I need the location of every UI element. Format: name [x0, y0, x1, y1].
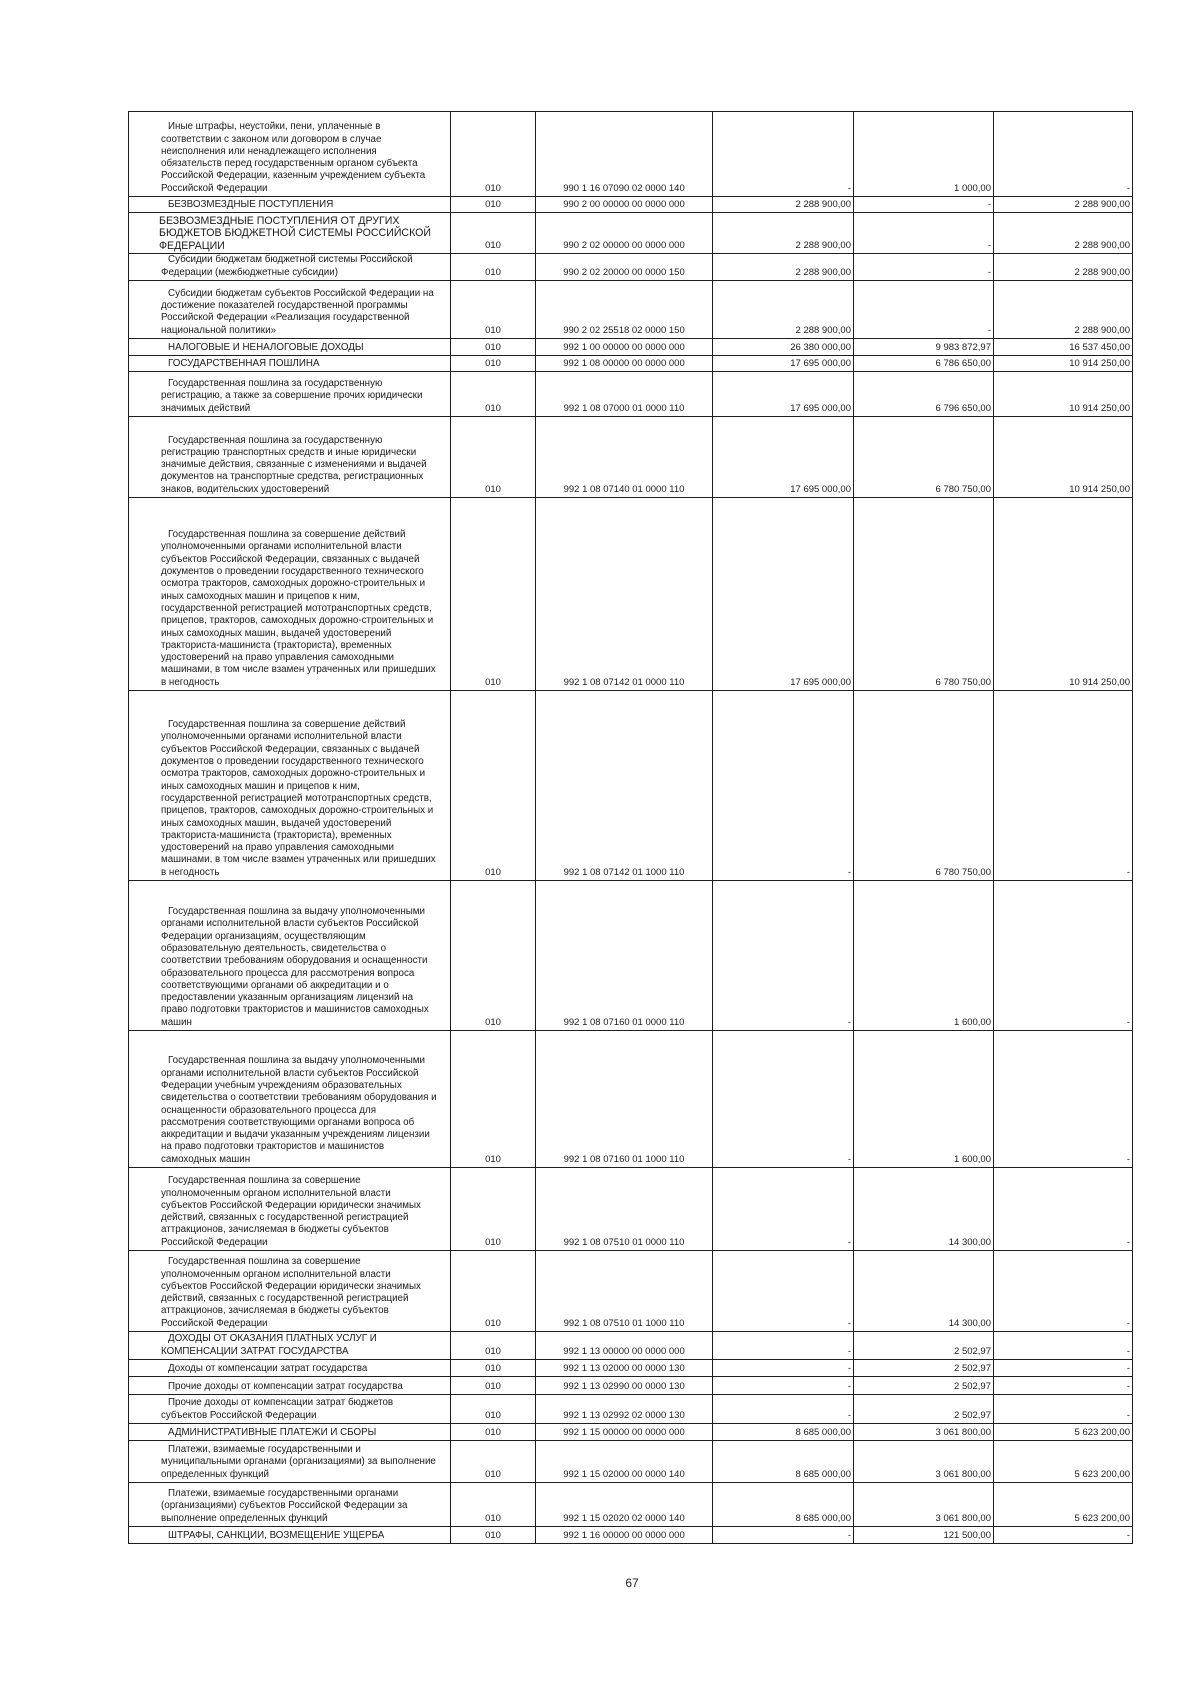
row-amount-remaining: - — [994, 1332, 1133, 1360]
row-name-line: Государственная пошлина за совершение — [168, 1175, 361, 1187]
row-name-line: НАЛОГОВЫЕ И НЕНАЛОГОВЫЕ ДОХОДЫ — [168, 341, 364, 353]
row-name-line: выполнение определенных функций — [161, 1512, 328, 1524]
row-amount-remaining: - — [994, 1031, 1133, 1168]
revenue-table — [128, 111, 1133, 1544]
row-name-line: БЕЗВОЗМЕЗДНЫЕ ПОСТУПЛЕНИЯ ОТ ДРУГИХ — [159, 214, 400, 227]
table-row — [129, 1251, 1133, 1332]
table-row — [129, 1424, 1133, 1441]
row-name-line: АДМИНИСТРАТИВНЫЕ ПЛАТЕЖИ И СБОРЫ — [168, 1426, 377, 1438]
row-name-line: уполномоченными органами исполнительной власти — [161, 541, 402, 553]
table-row — [129, 1031, 1133, 1168]
row-name-line: оснащенности образовательного процесса для — [161, 1104, 377, 1116]
row-amount-planned: 17 695 000,00 — [713, 498, 854, 691]
row-amount-executed: 3 061 800,00 — [854, 1424, 994, 1441]
row-amount-planned: - — [713, 1031, 854, 1168]
page-number: 67 — [625, 1576, 639, 1590]
row-line-code: 010 — [451, 691, 536, 881]
row-name-line: действий, связанных с государственной регистрацией — [161, 1293, 409, 1305]
row-name-line: органами исполнительной власти субъектов Российской — [161, 918, 419, 930]
row-name-line: (организациями) субъектов Российской Федерации за — [161, 1500, 408, 1512]
row-name-line: государственной регистрацией мототранспортных средств, — [161, 602, 432, 614]
row-name-line: Российской Федерации — [161, 1236, 268, 1248]
row-amount-planned: - — [713, 881, 854, 1031]
row-name-line: самоходных машин — [161, 1153, 251, 1165]
row-name-line: Платежи, взимаемые государственными и — [168, 1444, 361, 1456]
row-amount-executed: - — [854, 281, 994, 339]
row-name-line: документов о проведении государственного технического — [161, 566, 424, 578]
row-name-cell — [129, 417, 451, 498]
row-name-cell — [129, 1360, 451, 1377]
row-name-line: аккредитации и выдачи указанным учреждениям лицензии — [161, 1129, 430, 1141]
row-amount-planned: 8 685 000,00 — [713, 1483, 854, 1527]
row-name-line: ГОСУДАРСТВЕННАЯ ПОШЛИНА — [168, 357, 320, 369]
row-budget-code: 992 1 13 02990 00 0000 130 — [536, 1377, 713, 1395]
row-budget-code: 992 1 13 00000 00 0000 000 — [536, 1332, 713, 1360]
row-amount-executed: 2 502,97 — [854, 1377, 994, 1395]
row-amount-planned: 26 380 000,00 — [713, 339, 854, 356]
row-name-cell — [129, 1168, 451, 1251]
row-amount-executed: 1 000,00 — [854, 112, 994, 197]
row-line-code: 010 — [451, 417, 536, 498]
row-amount-planned: 2 288 900,00 — [713, 281, 854, 339]
row-amount-planned: - — [713, 1377, 854, 1395]
row-name-line: органами исполнительной власти субъектов Российской — [161, 1067, 419, 1079]
row-name-line: осмотра тракторов, самоходных дорожно-строительных и — [161, 768, 426, 780]
row-amount-remaining: 5 623 200,00 — [994, 1441, 1133, 1483]
row-budget-code: 992 1 15 02000 00 0000 140 — [536, 1441, 713, 1483]
row-name-line: Государственная пошлина за выдачу уполномоченными — [168, 1055, 425, 1067]
row-amount-remaining: - — [994, 1251, 1133, 1332]
row-name-line: Государственная пошлина за совершение — [168, 1256, 361, 1268]
row-amount-executed: 6 796 650,00 — [854, 372, 994, 417]
table-row — [129, 1395, 1133, 1424]
row-name-line: Субсидии бюджетам бюджетной системы Российской — [168, 254, 413, 266]
row-name-line: удостоверений на право управления самоходными — [161, 842, 395, 854]
table-row — [129, 1483, 1133, 1527]
row-name-cell — [129, 881, 451, 1031]
row-name-line: Государственная пошлина за совершение действий — [168, 719, 406, 731]
row-name-line: Государственная пошлина за выдачу уполномоченными — [168, 906, 425, 918]
row-amount-executed: - — [854, 254, 994, 281]
row-name-line: соответствии с законом или договором в случае — [161, 133, 382, 145]
row-amount-executed: 1 600,00 — [854, 881, 994, 1031]
row-name-line: БЮДЖЕТОВ БЮДЖЕТНОЙ СИСТЕМЫ РОССИЙСКОЙ — [159, 227, 431, 240]
row-amount-remaining: - — [994, 1527, 1133, 1544]
table-row — [129, 213, 1133, 254]
row-name-line: Российской Федерации «Реализация государственной — [161, 312, 410, 324]
row-amount-remaining: - — [994, 691, 1133, 881]
table-row — [129, 1360, 1133, 1377]
row-name-line: свидетельства о соответствии требованиям оборудования и — [161, 1092, 437, 1104]
row-name-line: удостоверений на право управления самоходными — [161, 652, 395, 664]
row-name-line: соответствующими органами об аккредитации и о — [161, 979, 389, 991]
table-row — [129, 339, 1133, 356]
row-name-line: ШТРАФЫ, САНКЦИИ, ВОЗМЕЩЕНИЕ УЩЕРБА — [168, 1529, 385, 1541]
row-name-line: субъектов Российской Федерации юридически значимых — [161, 1280, 421, 1292]
row-line-code: 010 — [451, 1395, 536, 1424]
row-amount-planned: 8 685 000,00 — [713, 1441, 854, 1483]
row-name-line: уполномоченным органом исполнительной власти — [161, 1268, 391, 1280]
table-row — [129, 417, 1133, 498]
row-amount-planned: - — [713, 1251, 854, 1332]
row-line-code: 010 — [451, 1527, 536, 1544]
row-name-line: регистрацию, а также за совершение прочих юридически — [161, 390, 423, 402]
row-name-line: прицепов, тракторов, самоходных дорожно-строительных и — [161, 615, 434, 627]
table-row — [129, 197, 1133, 213]
row-budget-code: 992 1 15 00000 00 0000 000 — [536, 1424, 713, 1441]
row-line-code: 010 — [451, 1168, 536, 1251]
row-name-cell — [129, 498, 451, 691]
row-amount-planned: 17 695 000,00 — [713, 372, 854, 417]
row-name-cell — [129, 1527, 451, 1544]
row-name-cell — [129, 339, 451, 356]
row-amount-remaining: - — [994, 1395, 1133, 1424]
row-name-line: Государственная пошлина за совершение действий — [168, 529, 406, 541]
row-line-code: 010 — [451, 1360, 536, 1377]
row-line-code: 010 — [451, 197, 536, 213]
row-name-line: иных самоходных машин и прицепов к ним, — [161, 780, 360, 792]
row-budget-code: 992 1 08 07510 01 0000 110 — [536, 1168, 713, 1251]
row-budget-code: 992 1 00 00000 00 0000 000 — [536, 339, 713, 356]
table-row — [129, 1332, 1133, 1360]
row-name-line: Российской Федерации — [161, 1317, 268, 1329]
row-amount-planned: - — [713, 1168, 854, 1251]
row-name-line: национальной политики» — [161, 324, 277, 336]
row-name-line: значимые действия, связанные с изменениями и выдачей — [161, 459, 427, 471]
row-amount-remaining: 5 623 200,00 — [994, 1424, 1133, 1441]
row-amount-remaining: 10 914 250,00 — [994, 372, 1133, 417]
row-budget-code: 992 1 08 07160 01 0000 110 — [536, 881, 713, 1031]
row-name-line: предоставлении указанным организациям лицензий на — [161, 992, 414, 1004]
row-amount-planned: 2 288 900,00 — [713, 254, 854, 281]
row-amount-remaining: 2 288 900,00 — [994, 254, 1133, 281]
row-amount-executed: 3 061 800,00 — [854, 1441, 994, 1483]
row-amount-executed: 2 502,97 — [854, 1360, 994, 1377]
row-name-line: регистрацию транспортных средств и иные юридически — [161, 446, 417, 458]
revenue-table-body — [129, 112, 1133, 1544]
row-line-code: 010 — [451, 112, 536, 197]
row-budget-code: 990 2 00 00000 00 0000 000 — [536, 197, 713, 213]
table-row — [129, 281, 1133, 339]
row-amount-executed: 14 300,00 — [854, 1168, 994, 1251]
row-name-line: Федерации учебным учреждениям образовательных — [161, 1079, 402, 1091]
row-budget-code: 990 2 02 25518 02 0000 150 — [536, 281, 713, 339]
row-line-code: 010 — [451, 498, 536, 691]
table-row — [129, 881, 1133, 1031]
row-budget-code: 992 1 08 07142 01 1000 110 — [536, 691, 713, 881]
row-name-cell — [129, 213, 451, 254]
row-name-line: документов на транспортные средства, регистрационных — [161, 471, 424, 483]
row-name-line: тракториста-машиниста (тракториста), временных — [161, 639, 392, 651]
row-budget-code: 990 1 16 07090 02 0000 140 — [536, 112, 713, 197]
row-name-cell — [129, 1483, 451, 1527]
row-line-code: 010 — [451, 254, 536, 281]
row-amount-planned: 8 685 000,00 — [713, 1424, 854, 1441]
row-name-line: Доходы от компенсации затрат государства — [168, 1362, 368, 1374]
row-line-code: 010 — [451, 1031, 536, 1168]
row-name-line: БЕЗВОЗМЕЗДНЫЕ ПОСТУПЛЕНИЯ — [168, 198, 334, 210]
row-budget-code: 992 1 08 07160 01 1000 110 — [536, 1031, 713, 1168]
row-name-line: субъектов Российской Федерации — [161, 1409, 317, 1421]
row-line-code: 010 — [451, 1483, 536, 1527]
row-name-cell — [129, 356, 451, 372]
row-name-line: право подготовки трактористов и машинистов самоходных — [161, 1004, 429, 1016]
row-name-cell — [129, 1251, 451, 1332]
row-amount-executed: 2 502,97 — [854, 1395, 994, 1424]
row-name-line: КОМПЕНСАЦИИ ЗАТРАТ ГОСУДАРСТВА — [161, 1345, 349, 1357]
row-amount-remaining: - — [994, 112, 1133, 197]
row-name-line: иных самоходных машин и прицепов к ним, — [161, 590, 360, 602]
row-name-line: уполномоченным органом исполнительной власти — [161, 1187, 391, 1199]
row-name-line: Прочие доходы от компенсации затрат государства — [168, 1380, 403, 1392]
row-name-line: ФЕДЕРАЦИИ — [159, 239, 225, 252]
row-line-code: 010 — [451, 372, 536, 417]
row-line-code: 010 — [451, 339, 536, 356]
row-amount-executed: 14 300,00 — [854, 1251, 994, 1332]
row-budget-code: 990 2 02 00000 00 0000 000 — [536, 213, 713, 254]
row-name-cell — [129, 691, 451, 881]
row-name-line: Федерации (межбюджетные субсидии) — [161, 266, 338, 278]
row-amount-executed: 121 500,00 — [854, 1527, 994, 1544]
row-name-cell — [129, 197, 451, 213]
row-amount-remaining: - — [994, 881, 1133, 1031]
row-name-line: знаков, водительских удостоверений — [161, 483, 330, 495]
row-name-line: определенных функций — [161, 1468, 270, 1480]
row-line-code: 010 — [451, 1251, 536, 1332]
table-row — [129, 356, 1133, 372]
row-name-cell — [129, 1441, 451, 1483]
table-row — [129, 1377, 1133, 1395]
row-name-line: ДОХОДЫ ОТ ОКАЗАНИЯ ПЛАТНЫХ УСЛУГ И — [168, 1333, 377, 1345]
row-budget-code: 992 1 13 02000 00 0000 130 — [536, 1360, 713, 1377]
row-name-cell — [129, 112, 451, 197]
row-name-line: значимых действий — [161, 402, 251, 414]
row-budget-code: 992 1 08 00000 00 0000 000 — [536, 356, 713, 372]
row-name-line: Федерации организациям, осуществляющим — [161, 930, 366, 942]
row-amount-planned: - — [713, 112, 854, 197]
row-name-line: Государственная пошлина за государственную — [168, 434, 383, 446]
row-name-line: на право подготовки трактористов и машинистов — [161, 1141, 385, 1153]
row-name-line: субъектов Российской Федерации, связанных с выдачей — [161, 743, 420, 755]
row-name-line: уполномоченными органами исполнительной власти — [161, 731, 402, 743]
row-amount-remaining: 2 288 900,00 — [994, 197, 1133, 213]
row-name-cell — [129, 254, 451, 281]
row-name-line: образовательную деятельность, свидетельства о — [161, 942, 387, 954]
row-amount-executed: 6 786 650,00 — [854, 356, 994, 372]
row-budget-code: 992 1 08 07140 01 0000 110 — [536, 417, 713, 498]
row-name-line: субъектов Российской Федерации юридически значимых — [161, 1199, 421, 1211]
row-name-line: Платежи, взимаемые государственными органами — [168, 1488, 399, 1500]
row-name-line: иных самоходных машин, выдачей удостоверений — [161, 817, 392, 829]
row-amount-remaining: 2 288 900,00 — [994, 281, 1133, 339]
row-name-line: аттракционов, зачисляемая в бюджеты субъектов — [161, 1224, 389, 1236]
row-name-line: машинами, в том числе взамен утраченных или пришедших — [161, 664, 436, 676]
row-budget-code: 992 1 08 07510 01 1000 110 — [536, 1251, 713, 1332]
row-name-cell — [129, 372, 451, 417]
row-name-line: действий, связанных с государственной регистрацией — [161, 1212, 409, 1224]
row-budget-code: 992 1 13 02992 02 0000 130 — [536, 1395, 713, 1424]
row-budget-code: 990 2 02 20000 00 0000 150 — [536, 254, 713, 281]
table-row — [129, 112, 1133, 197]
row-line-code: 010 — [451, 1441, 536, 1483]
row-amount-planned: - — [713, 691, 854, 881]
row-name-line: муниципальными органами (организациями) за выполнение — [161, 1456, 436, 1468]
row-name-line: аттракционов, зачисляемая в бюджеты субъектов — [161, 1305, 389, 1317]
table-row — [129, 1441, 1133, 1483]
row-amount-executed: 1 600,00 — [854, 1031, 994, 1168]
row-amount-executed: 3 061 800,00 — [854, 1483, 994, 1527]
row-amount-executed: - — [854, 213, 994, 254]
row-name-line: прицепов, тракторов, самоходных дорожно-строительных и — [161, 805, 434, 817]
row-amount-executed: 6 780 750,00 — [854, 417, 994, 498]
row-name-line: Иные штрафы, неустойки, пени, уплаченные в — [168, 121, 381, 133]
table-row — [129, 372, 1133, 417]
row-amount-planned: - — [713, 1360, 854, 1377]
table-row — [129, 691, 1133, 881]
row-amount-planned: 17 695 000,00 — [713, 356, 854, 372]
row-name-line: машинами, в том числе взамен утраченных или пришедших — [161, 854, 436, 866]
row-amount-planned: - — [713, 1332, 854, 1360]
table-row — [129, 1527, 1133, 1544]
row-name-cell — [129, 1377, 451, 1395]
row-amount-remaining: 2 288 900,00 — [994, 213, 1133, 254]
row-amount-executed: - — [854, 197, 994, 213]
row-name-line: неисполнения или ненадлежащего исполнения — [161, 145, 377, 157]
row-amount-planned: - — [713, 1395, 854, 1424]
row-name-cell — [129, 1332, 451, 1360]
row-budget-code: 992 1 08 07000 01 0000 110 — [536, 372, 713, 417]
row-amount-executed: 6 780 750,00 — [854, 691, 994, 881]
row-line-code: 010 — [451, 1332, 536, 1360]
row-amount-planned: 17 695 000,00 — [713, 417, 854, 498]
row-amount-planned: - — [713, 1527, 854, 1544]
row-amount-remaining: 10 914 250,00 — [994, 498, 1133, 691]
row-name-line: иных самоходных машин, выдачей удостоверений — [161, 627, 392, 639]
row-amount-planned: 2 288 900,00 — [713, 213, 854, 254]
row-amount-executed: 9 983 872,97 — [854, 339, 994, 356]
row-budget-code: 992 1 15 02020 02 0000 140 — [536, 1483, 713, 1527]
row-amount-remaining: - — [994, 1377, 1133, 1395]
row-name-cell — [129, 1395, 451, 1424]
row-amount-remaining: 10 914 250,00 — [994, 417, 1133, 498]
row-amount-remaining: - — [994, 1168, 1133, 1251]
document-sheet — [128, 111, 1132, 1544]
row-name-line: рассмотрения соответствующими органами вопроса об — [161, 1116, 415, 1128]
row-name-line: субъектов Российской Федерации, связанных с выдачей — [161, 553, 420, 565]
row-name-line: Субсидии бюджетам субъектов Российской Федерации на — [168, 287, 434, 299]
row-amount-remaining: 16 537 450,00 — [994, 339, 1133, 356]
row-name-line: осмотра тракторов, самоходных дорожно-строительных и — [161, 578, 426, 590]
row-budget-code: 992 1 08 07142 01 0000 110 — [536, 498, 713, 691]
row-budget-code: 992 1 16 00000 00 0000 000 — [536, 1527, 713, 1544]
table-row — [129, 1168, 1133, 1251]
row-amount-remaining: 10 914 250,00 — [994, 356, 1133, 372]
row-name-line: в негодность — [161, 676, 220, 688]
row-name-line: достижение показателей государственной программы — [161, 300, 408, 312]
row-name-line: в негодность — [161, 866, 220, 878]
row-name-cell — [129, 1031, 451, 1168]
row-line-code: 010 — [451, 281, 536, 339]
row-name-line: документов о проведении государственного технического — [161, 756, 424, 768]
row-line-code: 010 — [451, 356, 536, 372]
row-name-line: соответствии требованиям оборудования и оснащенности — [161, 955, 428, 967]
row-amount-remaining: 5 623 200,00 — [994, 1483, 1133, 1527]
row-name-line: Государственная пошлина за государственную — [168, 378, 383, 390]
row-amount-executed: 6 780 750,00 — [854, 498, 994, 691]
row-name-line: обязательств перед государственным органом субъекта — [161, 158, 418, 170]
row-line-code: 010 — [451, 881, 536, 1031]
row-name-line: Российской Федерации, казенным учреждением субъекта — [161, 170, 426, 182]
row-name-line: тракториста-машиниста (тракториста), временных — [161, 829, 392, 841]
row-name-line: образовательного процесса для рассмотрения вопроса — [161, 967, 415, 979]
row-name-cell — [129, 1424, 451, 1441]
row-name-line: машин — [161, 1016, 192, 1028]
row-amount-executed: 2 502,97 — [854, 1332, 994, 1360]
row-line-code: 010 — [451, 213, 536, 254]
row-name-line: государственной регистрацией мототранспортных средств, — [161, 792, 432, 804]
table-row — [129, 498, 1133, 691]
row-line-code: 010 — [451, 1377, 536, 1395]
row-amount-remaining: - — [994, 1360, 1133, 1377]
row-amount-planned: 2 288 900,00 — [713, 197, 854, 213]
table-row — [129, 254, 1133, 281]
row-line-code: 010 — [451, 1424, 536, 1441]
row-name-cell — [129, 281, 451, 339]
row-name-line: Прочие доходы от компенсации затрат бюджетов — [168, 1397, 394, 1409]
row-name-line: Российской Федерации — [161, 182, 268, 194]
